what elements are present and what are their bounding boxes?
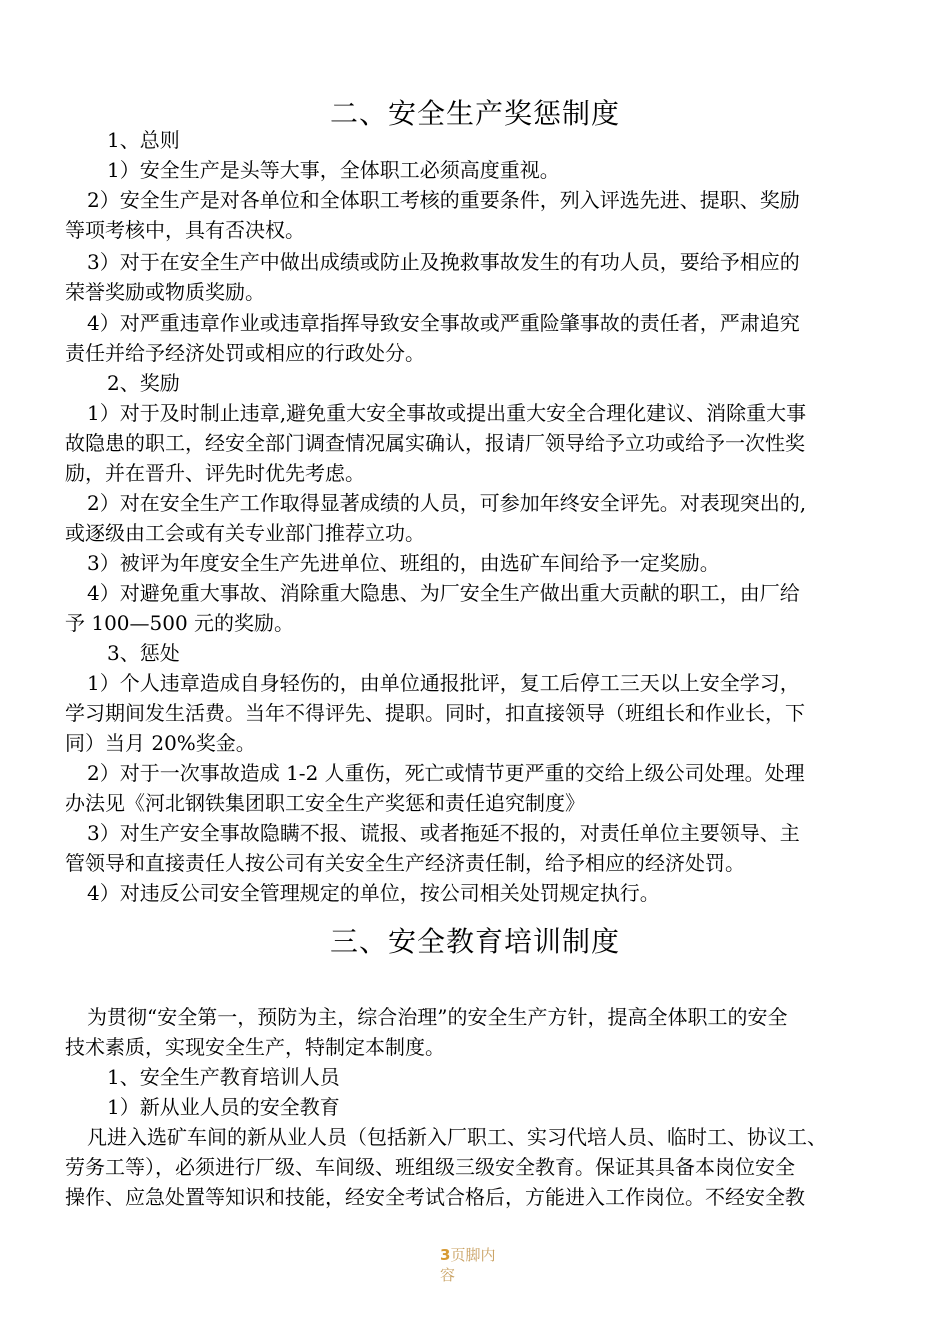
s2-line-17: 予 100—500 元的奖励。 — [65, 611, 295, 635]
section-3-title: 三、安全教育培训制度 — [329, 925, 620, 958]
s2-line-4: 等项考核中，具有否决权。 — [65, 218, 305, 242]
s3-line-5: 凡进入选矿车间的新从业人员（包括新入厂职工、实习代培人员、临时工、协议工、 — [87, 1125, 827, 1149]
s3-line-2: 技术素质，实现安全生产，特制定本制度。 — [65, 1035, 445, 1059]
s2-line-18: 3、惩处 — [107, 641, 180, 665]
s2-line-6: 荣誉奖励或物质奖励。 — [65, 280, 265, 304]
s3-line-6: 劳务工等），必须进行厂级、车间级、班组级三级安全教育。保证其具备本岗位安全 — [65, 1155, 795, 1179]
s2-line-7: 4）对严重违章作业或违章指挥导致安全事故或严重险肇事故的责任者，严肃追究 — [87, 311, 800, 335]
section-2-title: 二、安全生产奖惩制度 — [329, 97, 620, 130]
s2-line-22: 2）对于一次事故造成 1-2 人重伤，死亡或情节更严重的交给上级公司处理。处理 — [87, 761, 805, 785]
s2-line-2: 1）安全生产是头等大事，全体职工必须高度重视。 — [107, 158, 560, 182]
s2-line-21: 同）当月 20%奖金。 — [65, 731, 256, 755]
footer-text: 页脚内容 — [440, 1246, 496, 1284]
s2-line-20: 学习期间发生活费。当年不得评先、提职。同时，扣直接领导（班组长和作业长，下 — [65, 701, 805, 725]
s3-line-3: 1、安全生产教育培训人员 — [107, 1065, 340, 1089]
s2-line-13: 2）对在安全生产工作取得显著成绩的人员，可参加年终安全评先。对表现突出的, — [87, 491, 807, 515]
s2-line-10: 1）对于及时制止违章,避免重大安全事故或提出重大安全合理化建议、消除重大事 — [87, 401, 807, 425]
page-footer — [440, 1245, 510, 1285]
s2-line-23: 办法见《河北钢铁集团职工安全生产奖惩和责任追究制度》 — [65, 791, 585, 815]
s2-line-1: 1、总则 — [107, 128, 180, 152]
page-number: 3 — [440, 1246, 451, 1264]
s2-line-9: 2、奖励 — [107, 371, 180, 395]
s2-line-25: 管领导和直接责任人按公司有关安全生产经济责任制，给予相应的经济处罚。 — [65, 851, 745, 875]
s3-line-1: 为贯彻“安全第一，预防为主，综合治理”的安全生产方针，提高全体职工的安全 — [87, 1005, 788, 1029]
s2-line-14: 或逐级由工会或有关专业部门推荐立功。 — [65, 521, 425, 545]
s2-line-26: 4）对违反公司安全管理规定的单位，按公司相关处罚规定执行。 — [87, 881, 660, 905]
s2-line-12: 励，并在晋升、评先时优先考虑。 — [65, 461, 365, 485]
s2-line-8: 责任并给予经济处罚或相应的行政处分。 — [65, 341, 425, 365]
s2-line-11: 故隐患的职工，经安全部门调查情况属实确认，报请厂领导给予立功或给予一次性奖 — [65, 431, 805, 455]
s2-line-24: 3）对生产安全事故隐瞒不报、谎报、或者拖延不报的，对责任单位主要领导、主 — [87, 821, 800, 845]
s3-line-7: 操作、应急处置等知识和技能，经安全考试合格后，方能进入工作岗位。不经安全教 — [65, 1185, 805, 1209]
s3-line-4: 1）新从业人员的安全教育 — [107, 1095, 340, 1119]
s2-line-16: 4）对避免重大事故、消除重大隐患、为厂安全生产做出重大贡献的职工，由厂给 — [87, 581, 800, 605]
s2-line-3: 2）安全生产是对各单位和全体职工考核的重要条件，列入评选先进、提职、奖励 — [87, 188, 800, 212]
s2-line-15: 3）被评为年度安全生产先进单位、班组的，由选矿车间给予一定奖励。 — [87, 551, 720, 575]
s2-line-5: 3）对于在安全生产中做出成绩或防止及挽救事故发生的有功人员，要给予相应的 — [87, 250, 800, 274]
s2-line-19: 1）个人违章造成自身轻伤的，由单位通报批评，复工后停工三天以上安全学习， — [87, 671, 800, 695]
